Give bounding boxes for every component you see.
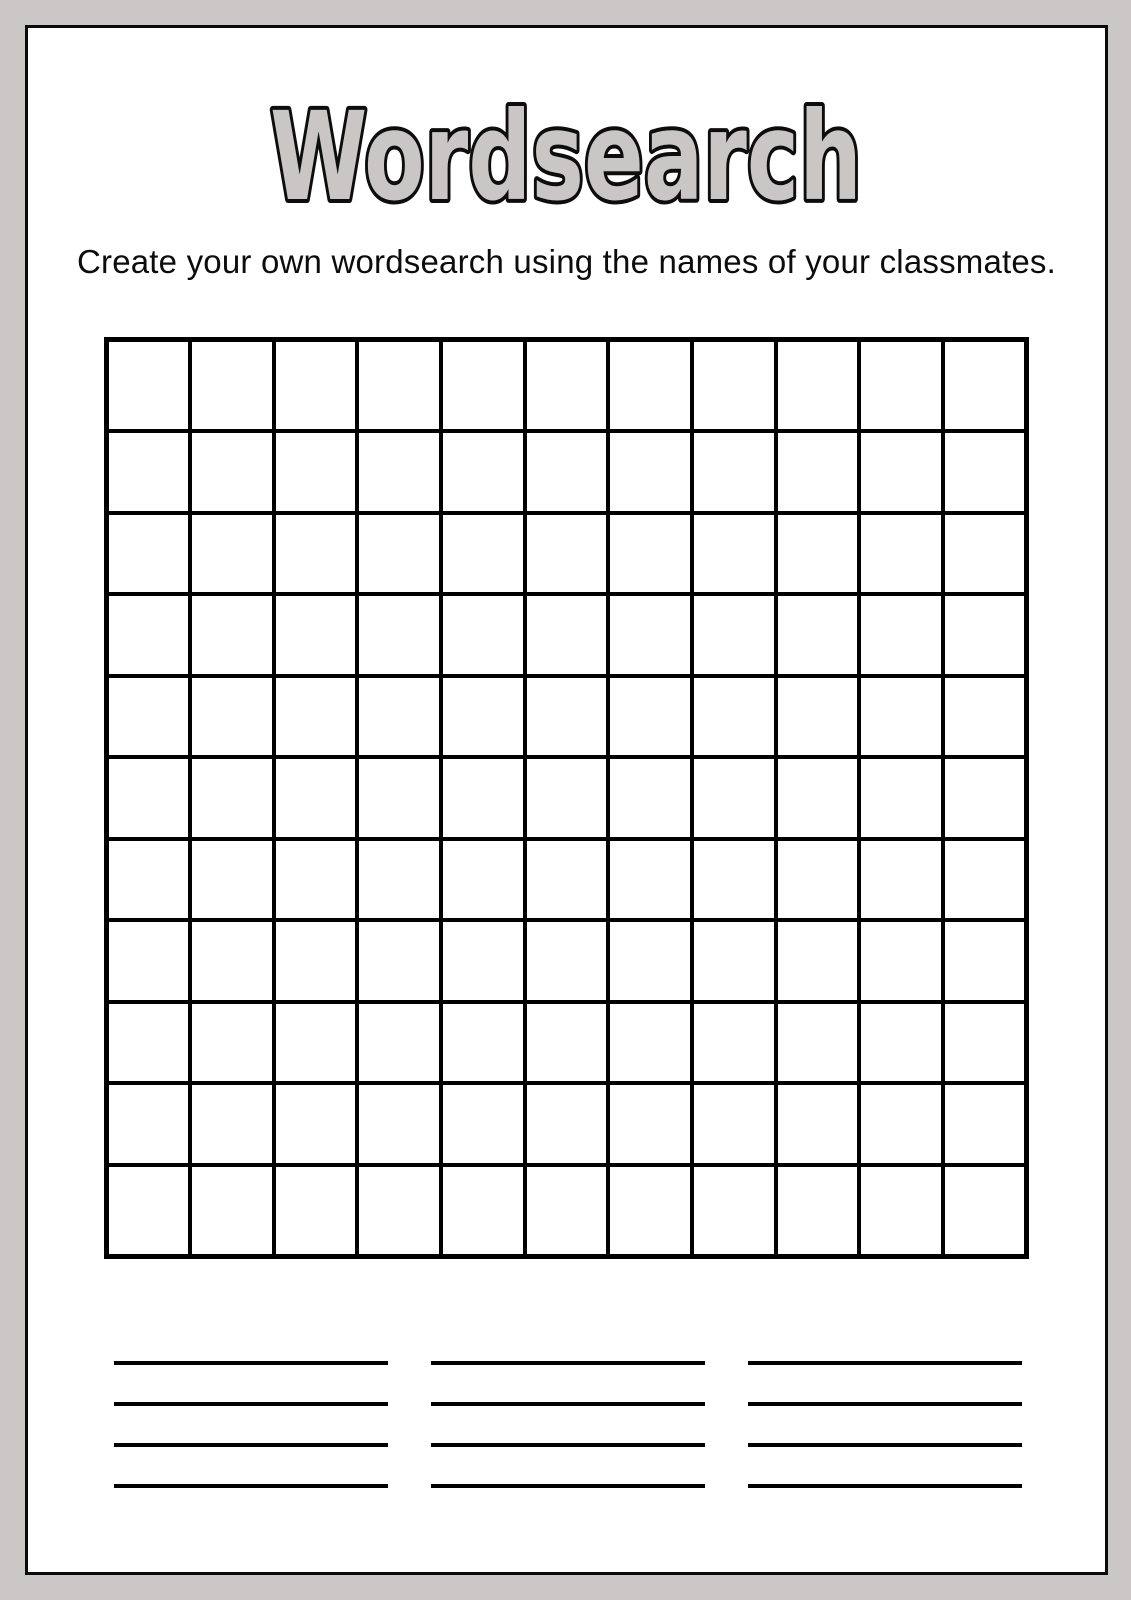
grid-cell[interactable] xyxy=(943,513,1027,595)
grid-cell[interactable] xyxy=(525,594,609,676)
grid-row xyxy=(107,1165,1027,1257)
grid-cell[interactable] xyxy=(107,513,191,595)
grid-cell[interactable] xyxy=(107,594,191,676)
grid-cell[interactable] xyxy=(274,513,358,595)
grid-cell[interactable] xyxy=(525,1002,609,1084)
grid-cell[interactable] xyxy=(776,431,860,513)
name-line-column xyxy=(748,1361,1022,1488)
grid-cell[interactable] xyxy=(943,340,1027,432)
grid-cell[interactable] xyxy=(274,594,358,676)
grid-cell[interactable] xyxy=(274,431,358,513)
name-line[interactable] xyxy=(748,1484,1022,1488)
name-lines-section xyxy=(114,1361,1022,1488)
grid-row xyxy=(107,1002,1027,1084)
grid-cell[interactable] xyxy=(692,757,776,839)
grid-cell[interactable] xyxy=(776,1083,860,1165)
grid-cell[interactable] xyxy=(859,839,943,921)
grid-cell[interactable] xyxy=(943,1165,1027,1257)
grid-cell[interactable] xyxy=(107,431,191,513)
grid-cell[interactable] xyxy=(441,1002,525,1084)
page-title: Wordsearch xyxy=(270,86,862,216)
grid-cell[interactable] xyxy=(608,431,692,513)
grid-cell[interactable] xyxy=(776,513,860,595)
name-line[interactable] xyxy=(114,1361,388,1365)
grid-row xyxy=(107,594,1027,676)
grid-cell[interactable] xyxy=(943,920,1027,1002)
grid-row xyxy=(107,513,1027,595)
name-line[interactable] xyxy=(431,1484,705,1488)
grid-cell[interactable] xyxy=(357,757,441,839)
grid-cell[interactable] xyxy=(692,839,776,921)
name-line[interactable] xyxy=(114,1484,388,1488)
name-line-column xyxy=(431,1361,705,1488)
grid-cell[interactable] xyxy=(274,757,358,839)
grid-cell[interactable] xyxy=(274,1083,358,1165)
grid-cell[interactable] xyxy=(441,757,525,839)
grid-cell[interactable] xyxy=(441,676,525,758)
grid-cell[interactable] xyxy=(357,431,441,513)
grid-cell[interactable] xyxy=(357,839,441,921)
grid-row xyxy=(107,1083,1027,1165)
grid-cell[interactable] xyxy=(107,757,191,839)
grid-cell[interactable] xyxy=(859,676,943,758)
grid-cell[interactable] xyxy=(608,513,692,595)
grid-row xyxy=(107,757,1027,839)
name-line[interactable] xyxy=(748,1443,1022,1447)
grid-cell[interactable] xyxy=(441,513,525,595)
grid-cell[interactable] xyxy=(357,920,441,1002)
grid-cell[interactable] xyxy=(943,1083,1027,1165)
grid-cell[interactable] xyxy=(943,676,1027,758)
grid-cell[interactable] xyxy=(441,431,525,513)
grid-cell[interactable] xyxy=(608,594,692,676)
grid-cell[interactable] xyxy=(776,594,860,676)
grid-cell[interactable] xyxy=(190,920,274,1002)
grid-cell[interactable] xyxy=(525,1083,609,1165)
grid-row xyxy=(107,340,1027,432)
grid-cell[interactable] xyxy=(190,839,274,921)
name-line[interactable] xyxy=(431,1361,705,1365)
grid-cell[interactable] xyxy=(525,920,609,1002)
grid-cell[interactable] xyxy=(608,757,692,839)
grid-cell[interactable] xyxy=(190,1002,274,1084)
grid-row xyxy=(107,920,1027,1002)
grid-cell[interactable] xyxy=(274,340,358,432)
grid-cell[interactable] xyxy=(274,839,358,921)
grid-cell[interactable] xyxy=(943,839,1027,921)
grid-cell[interactable] xyxy=(692,920,776,1002)
grid-row xyxy=(107,676,1027,758)
grid-cell[interactable] xyxy=(525,340,609,432)
name-line[interactable] xyxy=(114,1443,388,1447)
grid-cell[interactable] xyxy=(776,757,860,839)
grid-cell[interactable] xyxy=(441,1165,525,1257)
grid-cell[interactable] xyxy=(190,676,274,758)
grid-cell[interactable] xyxy=(274,920,358,1002)
grid-cell[interactable] xyxy=(608,676,692,758)
grid-row xyxy=(107,839,1027,921)
grid-cell[interactable] xyxy=(859,513,943,595)
grid-cell[interactable] xyxy=(107,676,191,758)
grid-cell[interactable] xyxy=(525,676,609,758)
grid-cell[interactable] xyxy=(692,513,776,595)
grid-cell[interactable] xyxy=(859,757,943,839)
grid-cell[interactable] xyxy=(776,676,860,758)
name-line[interactable] xyxy=(431,1402,705,1406)
grid-cell[interactable] xyxy=(441,839,525,921)
grid-cell[interactable] xyxy=(357,1002,441,1084)
grid-cell[interactable] xyxy=(441,340,525,432)
grid-cell[interactable] xyxy=(441,1083,525,1165)
grid-cell[interactable] xyxy=(525,839,609,921)
grid-cell[interactable] xyxy=(190,513,274,595)
grid-cell[interactable] xyxy=(274,1165,358,1257)
grid-cell[interactable] xyxy=(107,839,191,921)
grid-cell[interactable] xyxy=(776,1165,860,1257)
grid-cell[interactable] xyxy=(107,920,191,1002)
grid-cell[interactable] xyxy=(608,1002,692,1084)
grid-cell[interactable] xyxy=(692,340,776,432)
grid-cell[interactable] xyxy=(525,757,609,839)
grid-cell[interactable] xyxy=(107,1083,191,1165)
grid-cell[interactable] xyxy=(859,920,943,1002)
name-line[interactable] xyxy=(748,1361,1022,1365)
grid-cell[interactable] xyxy=(859,1002,943,1084)
grid-cell[interactable] xyxy=(776,920,860,1002)
grid-row xyxy=(107,431,1027,513)
grid-cell[interactable] xyxy=(190,757,274,839)
grid-cell[interactable] xyxy=(692,1165,776,1257)
grid-cell[interactable] xyxy=(776,340,860,432)
worksheet-title-art xyxy=(28,66,1105,216)
grid-cell[interactable] xyxy=(107,340,191,432)
grid-cell[interactable] xyxy=(190,340,274,432)
worksheet-page xyxy=(25,25,1108,1575)
grid-cell[interactable] xyxy=(357,594,441,676)
grid-cell[interactable] xyxy=(107,1002,191,1084)
grid-cell[interactable] xyxy=(859,340,943,432)
grid-cell[interactable] xyxy=(357,1165,441,1257)
grid-cell[interactable] xyxy=(274,1002,358,1084)
grid-cell[interactable] xyxy=(357,1083,441,1165)
grid-cell[interactable] xyxy=(859,594,943,676)
grid-cell[interactable] xyxy=(692,431,776,513)
grid-cell[interactable] xyxy=(943,431,1027,513)
name-line-column xyxy=(114,1361,388,1488)
grid-cell[interactable] xyxy=(357,676,441,758)
grid-cell[interactable] xyxy=(357,513,441,595)
grid-cell[interactable] xyxy=(525,513,609,595)
grid-cell[interactable] xyxy=(692,1002,776,1084)
grid-cell[interactable] xyxy=(608,920,692,1002)
grid-cell[interactable] xyxy=(859,1083,943,1165)
grid-cell[interactable] xyxy=(943,757,1027,839)
grid-cell[interactable] xyxy=(692,676,776,758)
grid-cell[interactable] xyxy=(776,1002,860,1084)
grid-cell[interactable] xyxy=(776,839,860,921)
instruction-text: Create your own wordsearch using the names of your classmates. xyxy=(76,243,1057,280)
grid-cell[interactable] xyxy=(692,1083,776,1165)
grid-cell[interactable] xyxy=(274,676,358,758)
grid-cell[interactable] xyxy=(943,594,1027,676)
grid-cell[interactable] xyxy=(441,920,525,1002)
grid-cell[interactable] xyxy=(525,1165,609,1257)
grid-cell[interactable] xyxy=(190,594,274,676)
name-line[interactable] xyxy=(114,1402,388,1406)
name-line[interactable] xyxy=(431,1443,705,1447)
grid-cell[interactable] xyxy=(357,340,441,432)
grid-cell[interactable] xyxy=(608,839,692,921)
grid-cell[interactable] xyxy=(608,1083,692,1165)
grid-cell[interactable] xyxy=(943,1002,1027,1084)
grid-cell[interactable] xyxy=(190,1083,274,1165)
grid-cell[interactable] xyxy=(692,594,776,676)
grid-cell[interactable] xyxy=(859,1165,943,1257)
name-line[interactable] xyxy=(748,1402,1022,1406)
grid-cell[interactable] xyxy=(107,1165,191,1257)
grid-cell[interactable] xyxy=(608,1165,692,1257)
grid-cell[interactable] xyxy=(190,1165,274,1257)
grid-cell[interactable] xyxy=(608,340,692,432)
wordsearch-grid xyxy=(104,337,1029,1259)
grid-cell[interactable] xyxy=(859,431,943,513)
grid-cell[interactable] xyxy=(525,431,609,513)
grid-cell[interactable] xyxy=(190,431,274,513)
grid-cell[interactable] xyxy=(441,594,525,676)
